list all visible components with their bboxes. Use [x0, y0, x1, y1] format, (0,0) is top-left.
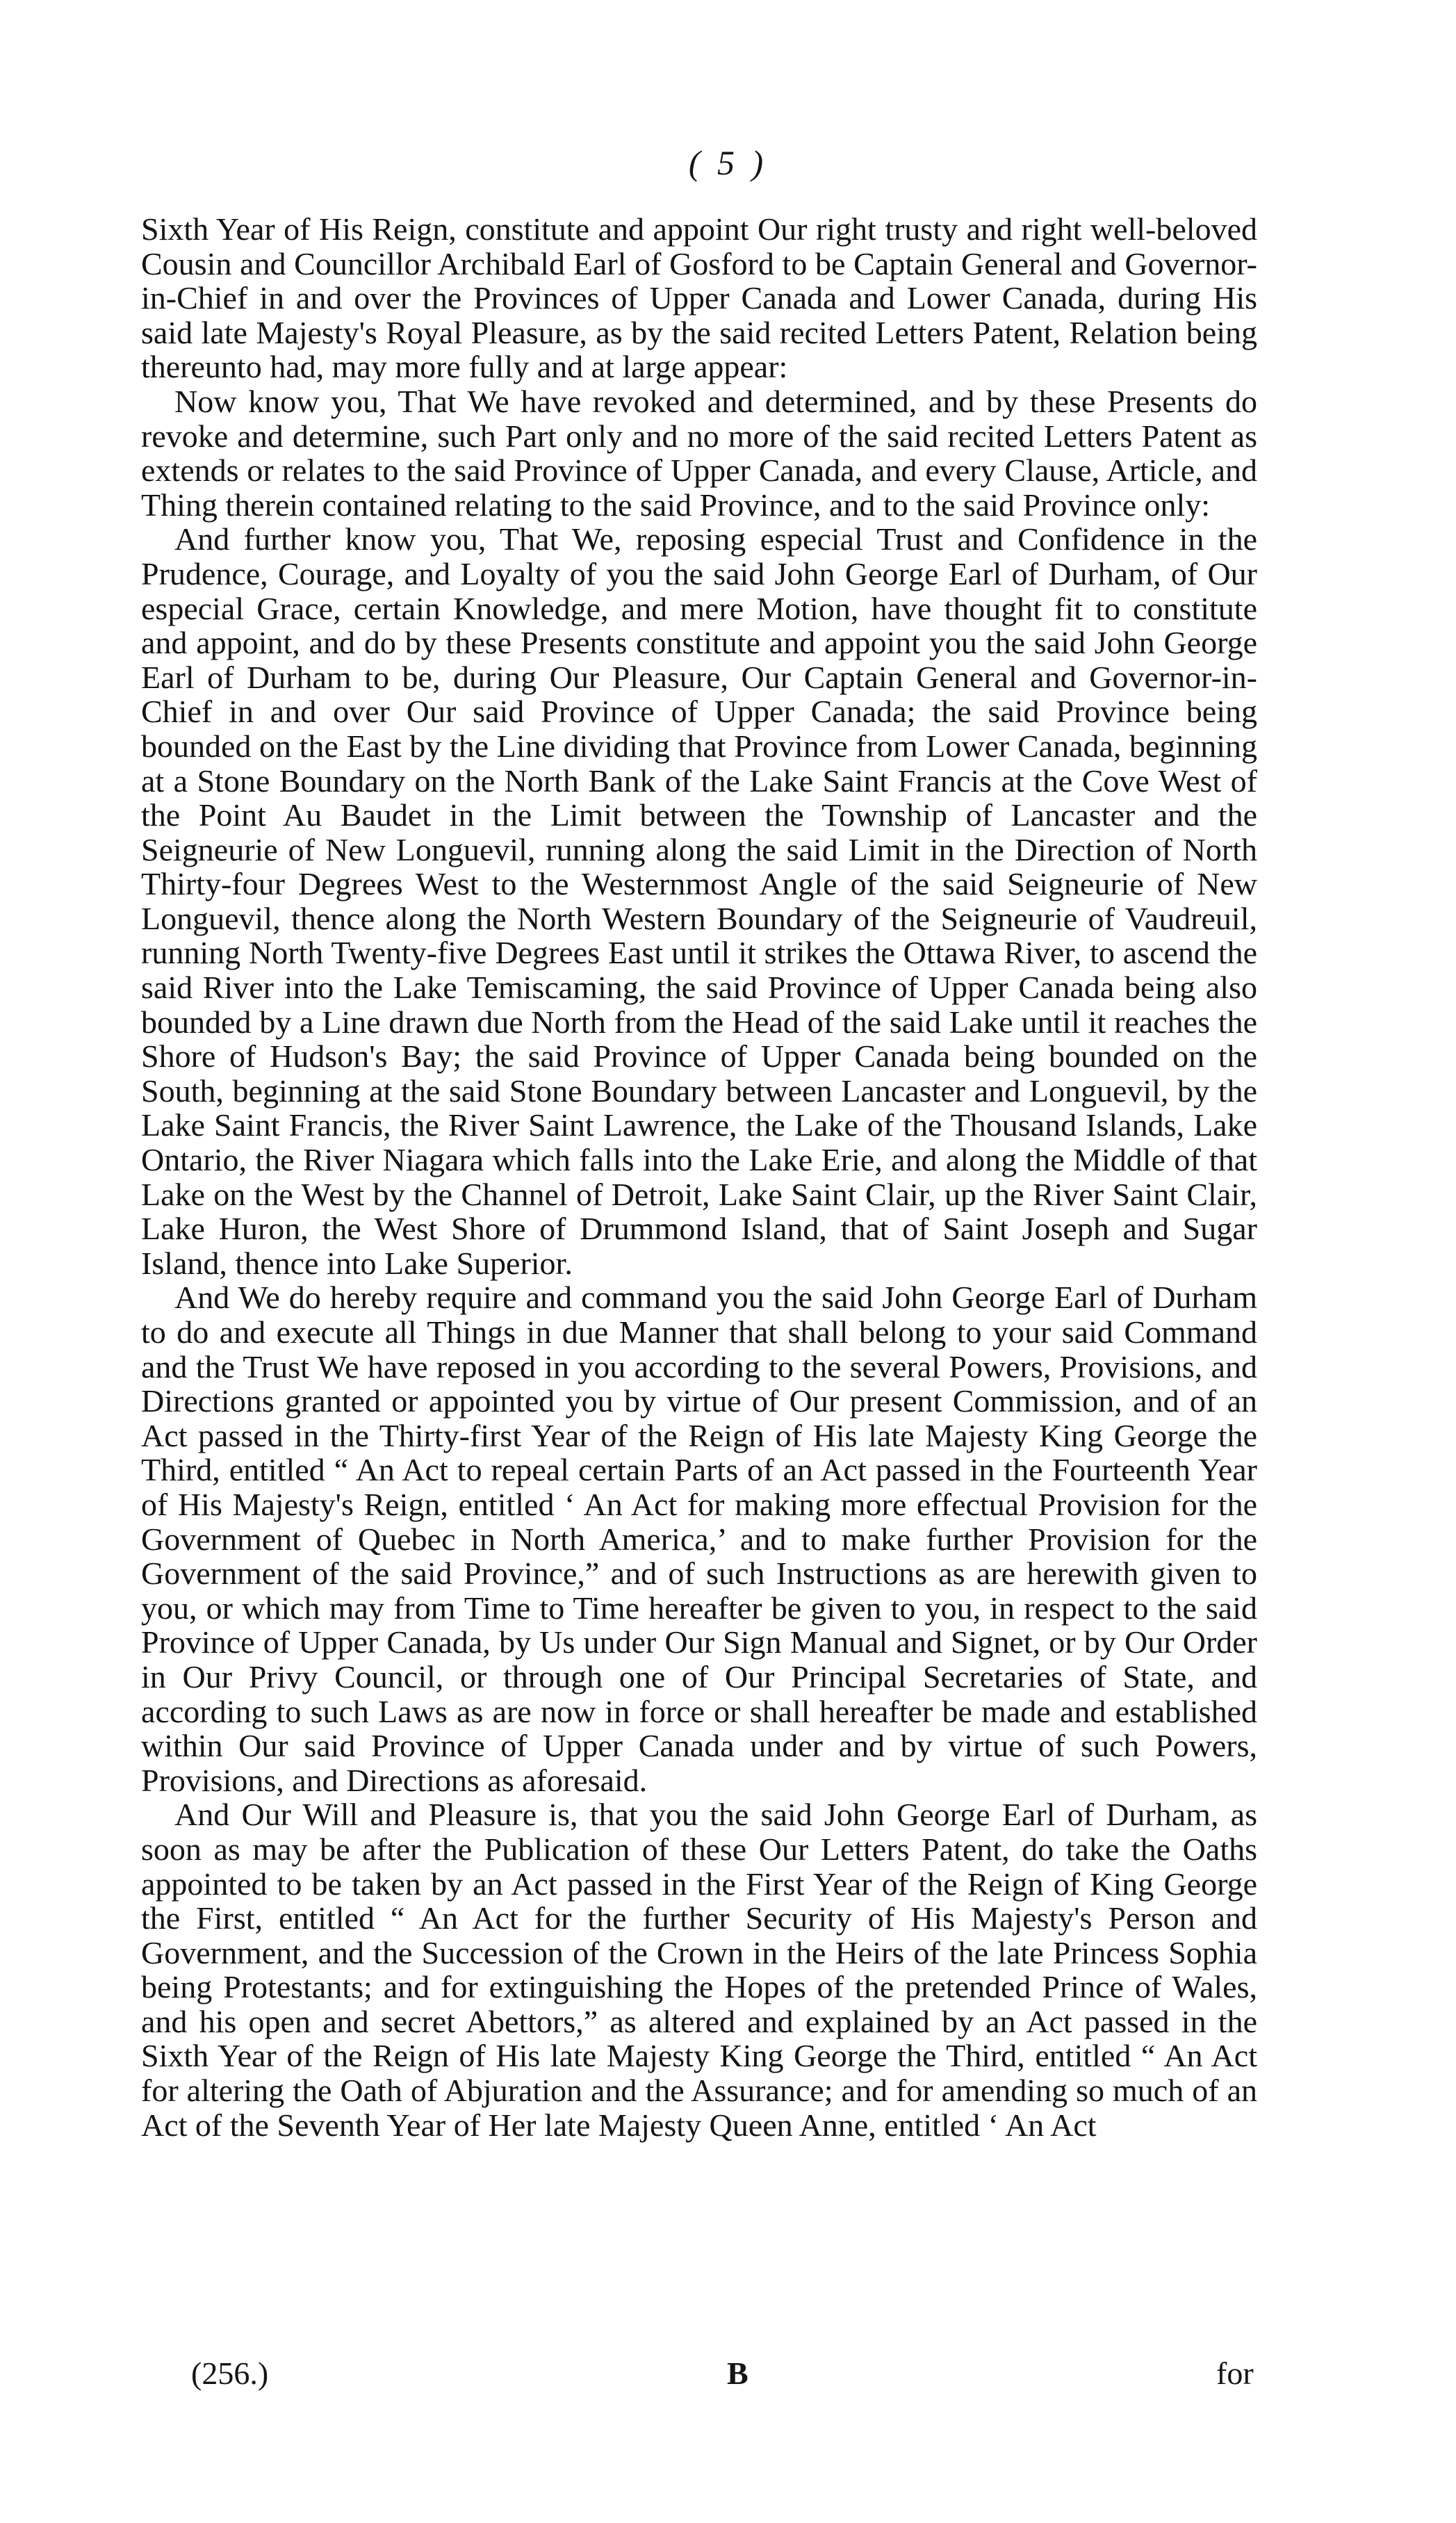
document-body [141, 212, 1257, 2142]
footer-sheet-mark: B [727, 2355, 749, 2391]
paragraph-command: And We do hereby require and command you the said John George Earl of Durham to do and execute all Things in due Manner that shall belong to your said Command and the Trust We have reposed in you according to the several Powers, Provisions, and Directions granted or appointed you by virtue of Our present Commission, and of an Act passed in the Thirty-first Year of the Reign of His late Majesty King George the Third, entitled “ An Act to repeal certain Parts of an Act passed in the Fourteenth Year of His Majesty's Reign, entitled ‘ An Act for making more effectual Provision for the Government of Quebec in North America,’ and to make further Provision for the Government of the said Province,” and of such Instructions as are herewith given to you, or which may from Time to Time hereafter be given to you, in respect to the said Province of Upper Canada, by Us under Our Sign Manual and Signet, or by Our Order in Our Privy Council, or through one of Our Principal Secretaries of State, and according to such Laws as are now in force or shall hereafter be made and established within Our said Province of Upper Canada under and by virtue of such Powers, Provisions, and Directions as aforesaid. [141, 1280, 1257, 1798]
footer-catchword: for [1216, 2355, 1254, 2391]
footer-signature-number: (256.) [191, 2355, 269, 2391]
paragraph-revocation: Now know you, That We have revoked and determined, and by these Presents do revoke and determine, such Part only and no more of the said recited Letters Patent as extends or relates to the said Province of Upper Canada, and every Clause, Article, and Thing therein contained relating to the said Province, and to the said Province only: [141, 383, 1257, 523]
paragraph-appointment: And further know you, That We, reposing especial Trust and Confidence in the Prudence, Courage, and Loyalty of you the said John George Earl of Durham, of Our especial Grace, certain Knowledge, and mere Motion, have thought fit to constitute and appoint, and do by these Presents constitute and appoint you the said John George Earl of Durham to be, during Our Pleasure, Our Captain General and Governor-in-Chief in and over Our said Province of Upper Canada; the said Province being bounded on the East by the Line dividing that Province from Lower Canada, beginning at a Stone Boundary on the North Bank of the Lake Saint Francis at the Cove West of the Point Au Baudet in the Limit between the Township of Lancaster and the Seigneurie of New Longuevil, running along the said Limit in the Direction of North Thirty-four Degrees West to the Westernmost Angle of the said Seigneurie of New Longuevil, thence along the North Western Boundary of the Seigneurie of Vaudreuil, running North Twenty-five Degrees East until it strikes the Ottawa River, to ascend the said River into the Lake Temiscaming, the said Province of Upper Canada being also bounded by a Line drawn due North from the Head of the said Lake until it reaches the Shore of Hudson's Bay; the said Province of Upper Canada being bounded on the South, beginning at the said Stone Boundary between Lancaster and Longuevil, by the Lake Saint Francis, the River Saint Lawrence, the Lake of the Thousand Islands, Lake Ontario, the River Niagara which falls into the Lake Erie, and along the Middle of that Lake on the West by the Channel of Detroit, Lake Saint Clair, up the River Saint Clair, Lake Huron, the West Shore of Drummond Island, that of Saint Joseph and Sugar Island, thence into Lake Superior. [141, 521, 1257, 1281]
paragraph-oaths: And Our Will and Pleasure is, that you the said John George Earl of Durham, as soon as may be after the Publication of these Our Letters Patent, do take the Oaths appointed to be taken by an Act passed in the First Year of the Reign of King George the First, entitled “ An Act for the further Security of His Majesty's Person and Government, and the Succession of the Crown in the Heirs of the late Princess Sophia being Protestants; and for extinguishing the Hopes of the pretended Prince of Wales, and his open and secret Abettors,” as altered and explained by an Act passed in the Sixth Year of the Reign of His late Majesty King George the Third, entitled “ An Act for altering the Oath of Abjuration and the Assurance; and for amending so much of an Act of the Seventh Year of Her late Majesty Queen Anne, entitled ‘ An Act [141, 1797, 1257, 2143]
paragraph-recital: Sixth Year of His Reign, constitute and appoint Our right trusty and right well-beloved Cousin and Councillor Archibald Earl of Gosford to be Captain General and Governor-in-Chief in and over the Provinces of Upper Canada and Lower Canada, during His said late Majesty's Royal Pleasure, as by the said recited Letters Patent, Relation being thereunto had, may more fully and at large appear: [141, 211, 1257, 385]
page-footer [0, 2355, 1456, 2397]
page-number: ( 5 ) [688, 143, 768, 182]
